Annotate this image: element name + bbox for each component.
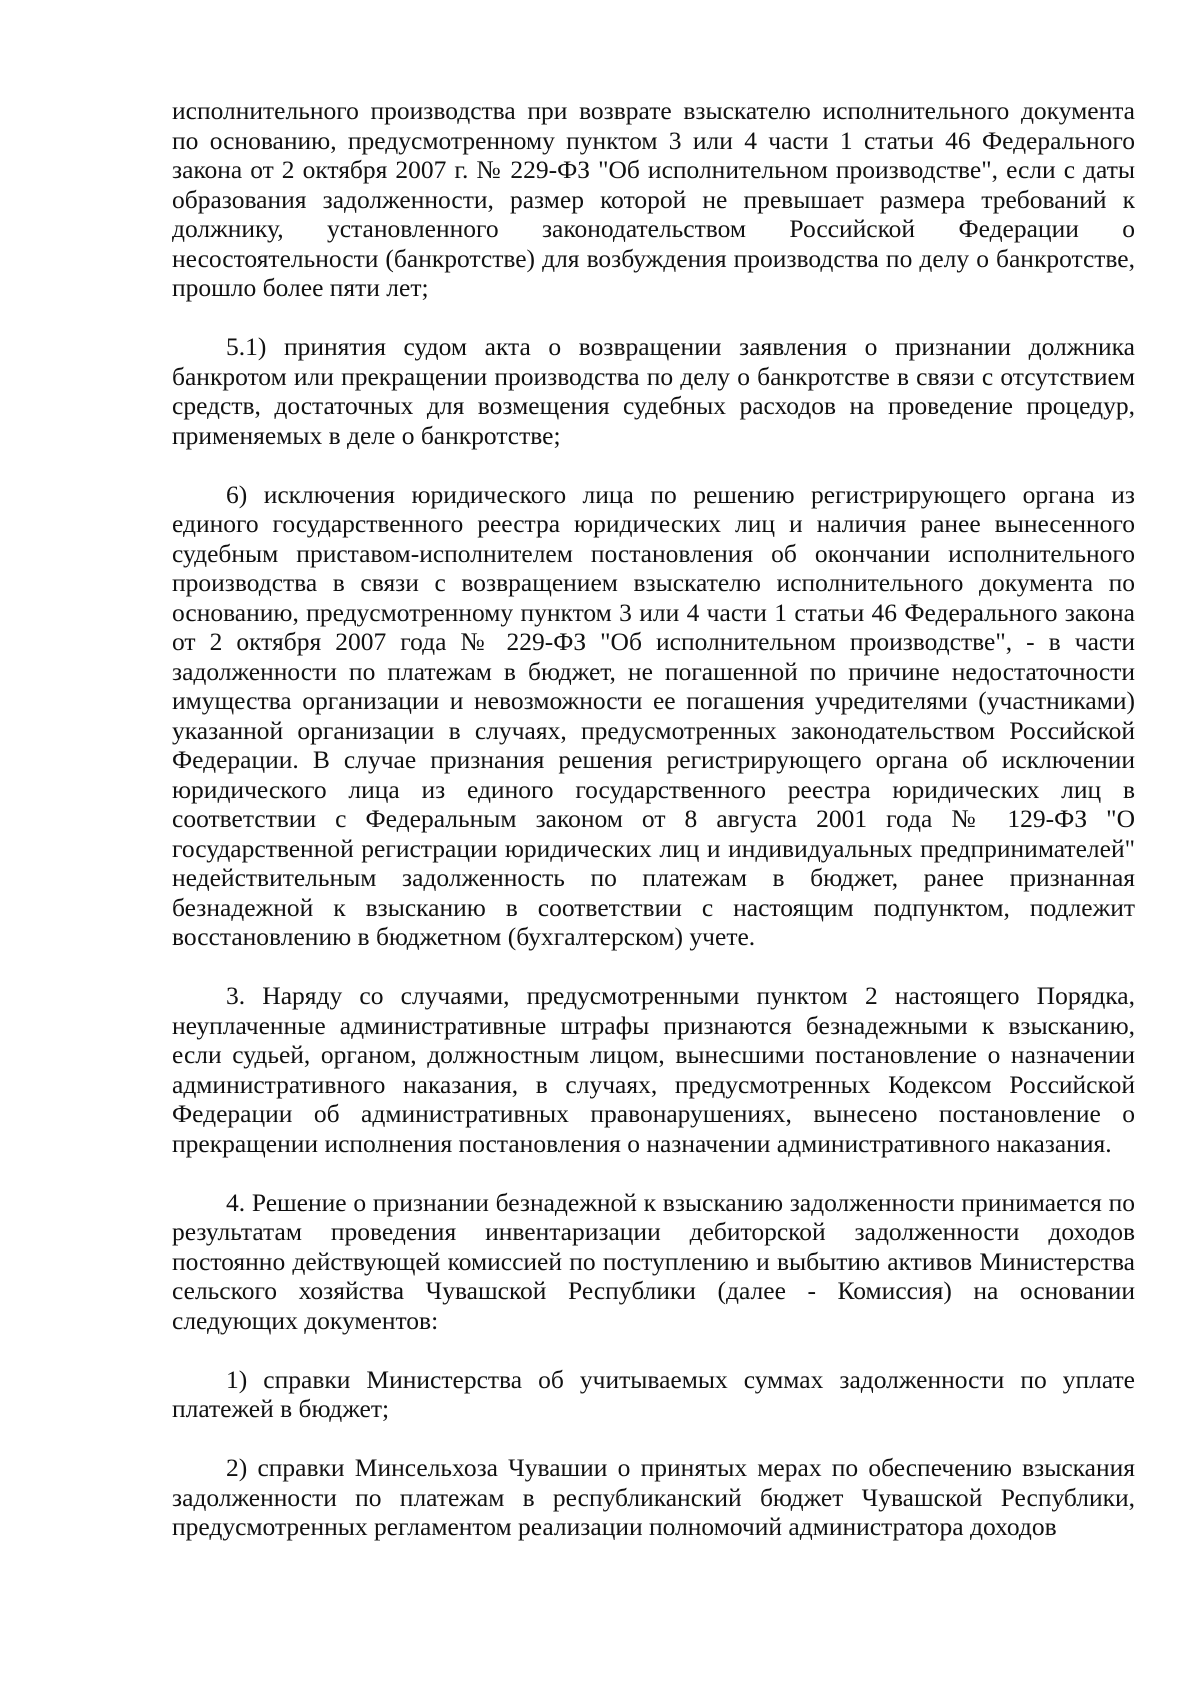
- paragraph-clause-6: 6) исключения юридического лица по решению регистрирующего органа из единого государственного реестра юридических лиц и наличия ранее вынесенного судебным приставом-исполнителем постановления об окончании исполнительного производства в связи с возвращением взыскателю исполнительного документа по основанию, предусмотренному пунктом 3 или 4 части 1 статьи 46 Федерального закона от 2 октября 2007 года № 229-ФЗ "Об исполнительном производстве", - в части задолженности по платежам в бюджет, не погашенной по причине недостаточности имущества организации и невозможности ее погашения учредителями (участниками) указанной организации в случаях, предусмотренных законодательством Российской Федерации. В случае признания решения регистрирующего органа об исключении юридического лица из единого государственного реестра юридических лиц в соответствии с Федеральным законом от 8 августа 2001 года № 129-ФЗ "О государственной регистрации юридических лиц и индивидуальных предпринимателей" недействительным задолженность по платежам в бюджет, ранее признанная безнадежной к взысканию в соответствии с настоящим подпунктом, подлежит восстановлению в бюджетном (бухгалтерском) учете.: [172, 479, 1135, 951]
- paragraph-continued-clause-5: исполнительного производства при возврате взыскателю исполнительного документа по основанию, предусмотренному пунктом 3 или 4 части 1 статьи 46 Федерального закона от 2 октября 2007 г. № 229-ФЗ "Об исполнительном производстве", если с даты образования задолженности, размер которой не превышает размера требований к должнику, установленного законодательством Российской Федерации о несостоятельности (банкротстве) для возбуждения производства по делу о банкротстве, прошло более пяти лет;: [172, 96, 1135, 302]
- paragraph-item-1: 1) справки Министерства об учитываемых суммах задолженности по уплате платежей в бюджет;: [172, 1364, 1135, 1423]
- document-page: [172, 96, 1135, 1542]
- paragraph-item-2: 2) справки Минсельхоза Чувашии о принятых мерах по обеспечению взыскания задолженности по платежам в республиканский бюджет Чувашской Республики, предусмотренных регламентом реализации полномочий администратора доходов: [172, 1453, 1135, 1541]
- paragraph-section-3: 3. Наряду со случаями, предусмотренными пунктом 2 настоящего Порядка, неуплаченные административные штрафы признаются безнадежными к взысканию, если судьей, органом, должностным лицом, вынесшими постановление о назначении административного наказания, в случаях, предусмотренных Кодексом Российской Федерации об административных правонарушениях, вынесено постановление о прекращении исполнения постановления о назначении административного наказания.: [172, 981, 1135, 1158]
- paragraph-section-4: 4. Решение о признании безнадежной к взысканию задолженности принимается по результатам проведения инвентаризации дебиторской задолженности доходов постоянно действующей комиссией по поступлению и выбытию активов Министерства сельского хозяйства Чувашской Республики (далее - Комиссия) на основании следующих документов:: [172, 1187, 1135, 1335]
- paragraph-clause-5-1: 5.1) принятия судом акта о возвращении заявления о признании должника банкротом или прекращении производства по делу о банкротстве в связи с отсутствием средств, достаточных для возмещения судебных расходов на проведение процедур, применяемых в деле о банкротстве;: [172, 332, 1135, 450]
